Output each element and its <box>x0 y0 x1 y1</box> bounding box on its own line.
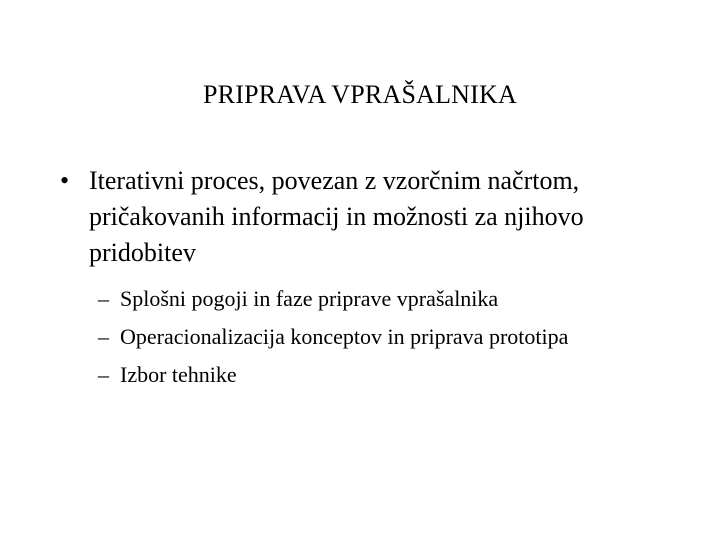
dash-marker: – <box>98 362 109 387</box>
sub-bullet-item <box>98 285 638 313</box>
dash-marker: – <box>98 324 109 349</box>
sub-bullet-text: Izbor tehnike <box>120 362 237 387</box>
dash-marker: – <box>98 286 109 311</box>
sub-bullet-list <box>98 285 638 399</box>
sub-bullet-item <box>98 323 638 351</box>
sub-bullet-text: Operacionalizacija konceptov in priprava prototipa <box>120 324 569 349</box>
bullet-marker: • <box>60 166 70 195</box>
slide-title: PRIPRAVA VPRAŠALNIKA <box>203 80 517 109</box>
sub-bullet-item <box>98 361 638 389</box>
bullet-text: Iterativni proces, povezan z vzorčnim načrtom, pričakovanih informacij in možnosti za njihovo pridobitev <box>89 166 584 267</box>
main-bullet <box>60 163 620 271</box>
sub-bullet-text: Splošni pogoji in faze priprave vprašalnika <box>120 286 499 311</box>
